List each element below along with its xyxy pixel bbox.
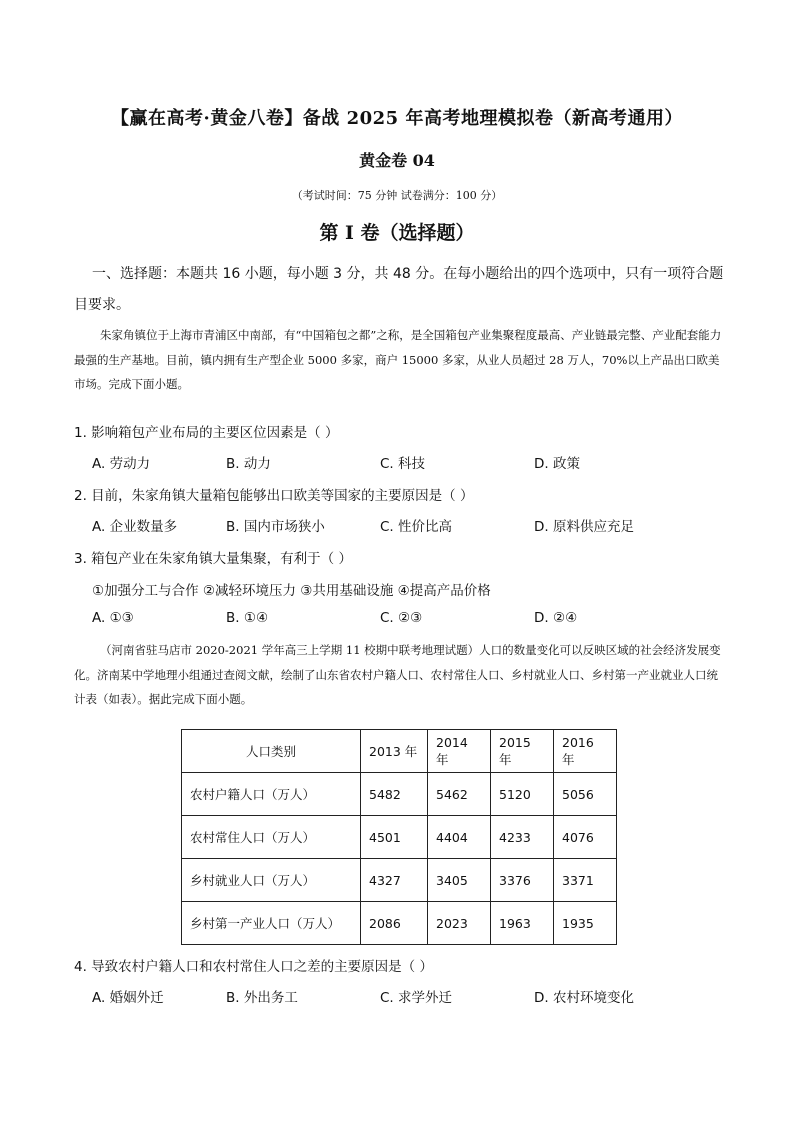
question-3-stem: 3. 箱包产业在朱家角镇大量集聚，有利于（ ）: [74, 551, 352, 567]
question-4-option-b: B. 外出务工: [226, 990, 298, 1006]
question-1-option-d: D. 政策: [534, 456, 580, 472]
question-2-option-b: B. 国内市场狭小: [226, 519, 325, 535]
table-cell: 2086: [361, 902, 428, 945]
table-cell: 3405: [428, 859, 491, 902]
question-2-stem: 2. 目前，朱家角镇大量箱包能够出口欧美等国家的主要原因是（ ）: [74, 488, 474, 504]
table-cell: 乡村第一产业人口（万人）: [182, 902, 361, 945]
table-cell: 5056: [554, 773, 617, 816]
table-cell: 5120: [491, 773, 554, 816]
question-3-option-b: B. ①④: [226, 610, 269, 626]
table-header-cell: 2015 年: [491, 730, 554, 773]
table-cell: 4076: [554, 816, 617, 859]
question-4-option-d: D. 农村环境变化: [534, 990, 634, 1006]
passage-2: （河南省驻马店市 2020-2021 学年高三上学期 11 校期中联考地理试题）人口的数量变化可以反映区域的社会经济发展变化。济南某中学地理小组通过查阅文献，绘制了山东省农村户籍人口、农村常住人口、乡村就业人口、乡村第一产业就业人口统计表（如表）。据此完成下面小题。: [74, 643, 721, 706]
table-cell: 5482: [361, 773, 428, 816]
table-header-cell: 人口类别: [182, 730, 361, 773]
table-row: [182, 816, 617, 859]
section-title: 第 I 卷（选择题）: [319, 222, 475, 244]
exam-info: （考试时间：75 分钟 试卷满分：100 分）: [291, 189, 503, 202]
question-4-option-c: C. 求学外迁: [380, 990, 453, 1006]
question-3-option-d: D. ②④: [534, 610, 578, 626]
table-row: [182, 773, 617, 816]
question-3-items: ①加强分工与合作 ②减轻环境压力 ③共用基础设施 ④提高产品价格: [92, 583, 491, 599]
table-cell: 4404: [428, 816, 491, 859]
population-table: [181, 729, 617, 945]
question-1-option-a: A. 劳动力: [92, 456, 151, 472]
table-cell: 4501: [361, 816, 428, 859]
question-3-option-a: A. ①③: [92, 610, 134, 626]
table-cell: 4233: [491, 816, 554, 859]
table-row: [182, 902, 617, 945]
question-2-option-a: A. 企业数量多: [92, 519, 178, 535]
question-2-option-c: C. 性价比高: [380, 519, 453, 535]
passage-1: 朱家角镇位于上海市青浦区中南部，有“中国箱包之都”之称，是全国箱包产业集聚程度最高、产业链最完整、产业配套能力最强的生产基地。目前，镇内拥有生产型企业 5000 多家，商户 15000 多家，从业人员超过 28 万人，70%以上产品出口欧美市场。完成下面小题。: [74, 328, 722, 391]
table-cell: 1963: [491, 902, 554, 945]
paper-subtitle: 黄金卷 04: [359, 151, 435, 170]
table-cell: 农村常住人口（万人）: [182, 816, 361, 859]
table-cell: 2023: [428, 902, 491, 945]
question-3-option-c: C. ②③: [380, 610, 423, 626]
question-1-option-b: B. 动力: [226, 456, 271, 472]
question-1-option-c: C. 科技: [380, 456, 426, 472]
table-cell: 3376: [491, 859, 554, 902]
exam-title: 【赢在高考·黄金八卷】备战 2025 年高考地理模拟卷（新高考通用）: [111, 108, 683, 129]
table-cell: 乡村就业人口（万人）: [182, 859, 361, 902]
table-header-row: [182, 730, 617, 773]
question-4-option-a: A. 婚姻外迁: [92, 990, 164, 1006]
table-header-cell: 2016 年: [554, 730, 617, 773]
table-header-cell: 2014 年: [428, 730, 491, 773]
table-cell: 3371: [554, 859, 617, 902]
table-cell: 1935: [554, 902, 617, 945]
table-header-cell: 2013 年: [361, 730, 428, 773]
table-row: [182, 859, 617, 902]
question-2-option-d: D. 原料供应充足: [534, 519, 634, 535]
table-cell: 农村户籍人口（万人）: [182, 773, 361, 816]
table-cell: 4327: [361, 859, 428, 902]
question-4-stem: 4. 导致农村户籍人口和农村常住人口之差的主要原因是（ ）: [74, 959, 433, 975]
instructions: 一、选择题：本题共 16 小题，每小题 3 分，共 48 分。在每小题给出的四个选项中，只有一项符合题目要求。: [74, 266, 724, 313]
question-1-stem: 1. 影响箱包产业布局的主要区位因素是（ ）: [74, 425, 339, 441]
table-cell: 5462: [428, 773, 491, 816]
